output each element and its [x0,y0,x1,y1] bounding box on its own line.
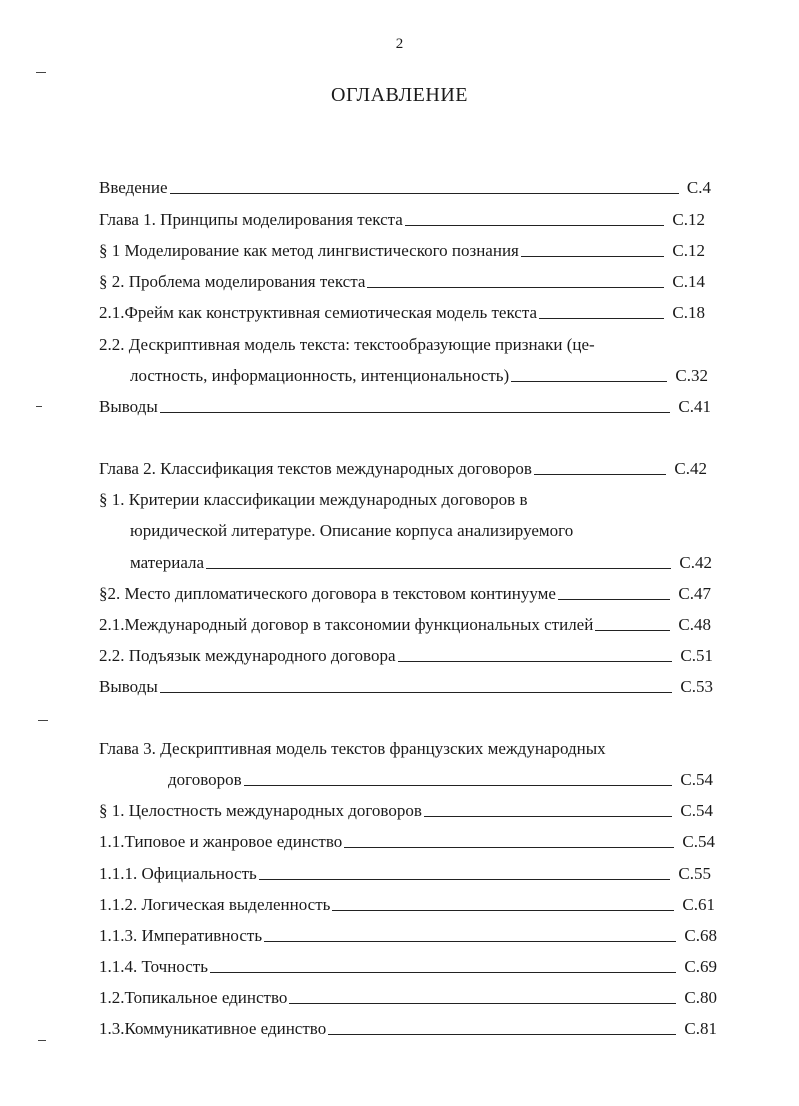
toc-entry-section[interactable] [99,584,711,604]
leader-line [558,599,670,600]
toc-entry-subsection[interactable] [99,988,717,1008]
toc-entry-page: С.54 [680,801,713,820]
toc-entry-page: С.80 [684,988,717,1007]
toc-entry-label: Выводы [99,677,158,696]
toc-entry-label: Глава 1. Принципы моделирования текста [99,210,403,229]
toc-entry-page: С.18 [672,303,705,322]
toc-entry-label: 1.1.1. Официальность [99,864,257,883]
toc-entry-page: С.54 [682,832,715,851]
leader-line [244,785,673,786]
toc-entry-section[interactable] [130,553,712,573]
toc-entry-subsection[interactable] [99,615,711,635]
toc-entry-label: 1.3.Коммуникативное единство [99,1019,327,1038]
toc-entry-page: С.14 [672,272,705,291]
toc-entry-label: 2.1.Фрейм как конструктивная семиотическая модель текста [99,303,538,322]
toc-entry-label: Выводы [99,397,158,416]
toc-entry-page: С.32 [675,366,708,385]
leader-line [424,816,673,817]
toc-entry-subsection[interactable] [99,832,715,852]
toc-entry-label: 1.1.3. Императивность [99,926,263,945]
toc-entry-subsection[interactable] [99,646,713,666]
leader-line [398,661,673,662]
leader-line [344,847,674,848]
toc-entry-page: С.69 [684,957,717,976]
toc-entry-label: 2.1.Международный договор в таксономии функциональных стилей [99,615,594,634]
toc-entry-introduction[interactable] [99,178,711,198]
toc-entry-page: С.48 [678,615,711,634]
leader-line [160,692,673,693]
leader-line [534,474,667,475]
toc-entry-page: С.47 [678,584,711,603]
toc-entry-label: 1.1.Типовое и жанровое единство [99,832,343,851]
toc-entry-label: Введение [99,178,168,197]
margin-mark [36,406,42,407]
toc-entry-page: С.61 [682,895,715,914]
toc-entry-section[interactable] [99,241,705,261]
page-title: ОГЛАВЛЕНИЕ [331,84,468,106]
toc-entry-label: договоров [168,770,242,789]
leader-line [289,1003,676,1004]
leader-line [595,630,670,631]
toc-entry-subsubsection[interactable] [99,864,711,884]
toc-entry-page: С.4 [686,178,711,197]
leader-line [328,1034,676,1035]
toc-entry-page: С.68 [684,926,717,945]
page-number: 2 [395,36,404,52]
toc-entry-label: 1.2.Топикальное единство [99,988,288,1007]
toc-entry-label: материала [130,553,205,572]
toc-entry-chapter-2[interactable] [99,459,707,479]
leader-line [539,318,664,319]
leader-line [521,256,665,257]
toc-entry-label: 2.2. Подъязык международного договора [99,646,396,665]
leader-line [160,412,671,413]
leader-line [259,879,671,880]
toc-entry-label: § 1. Целостность международных договоров [99,801,422,820]
toc-entry-label-line: § 1. Критерии классификации международных договоров в [99,490,528,509]
toc-entry-subsubsection[interactable] [99,895,715,915]
toc-entry-section[interactable] [99,801,713,821]
leader-line [264,941,676,942]
toc-entry-label-line: 2.2. Дескриптивная модель текста: текстообразующие признаки (це- [99,335,595,354]
toc-entry-page: С.54 [680,770,713,789]
margin-mark [38,720,48,721]
toc-entry-page: С.42 [674,459,707,478]
toc-entry-conclusions[interactable] [99,677,713,697]
toc-entry-subsubsection[interactable] [99,926,717,946]
toc-entry-chapter-1[interactable] [99,210,705,230]
toc-entry-subsubsection[interactable] [99,957,717,977]
toc-entry-page: С.81 [684,1019,717,1038]
toc-entry-page: С.53 [680,677,713,696]
toc-entry-chapter-3[interactable] [168,770,713,790]
margin-mark [38,1040,46,1041]
toc-entry-subsection[interactable] [130,366,708,386]
toc-entry-subsection[interactable] [99,1019,717,1039]
toc-entry-page: С.12 [672,241,705,260]
toc-entry-label: § 1 Моделирование как метод лингвистического познания [99,241,519,260]
toc-entry-page: С.12 [672,210,705,229]
leader-line [206,568,671,569]
leader-line [405,225,665,226]
toc-entry-section[interactable] [99,272,705,292]
toc-entry-label: лостность, информационность, интенциональность) [130,366,510,385]
leader-line [170,193,679,194]
margin-mark [36,72,46,73]
toc-entry-label: § 2. Проблема моделирования текста [99,272,366,291]
toc-entry-label: Глава 2. Классификация текстов международных договоров [99,459,532,478]
toc-entry-label: 1.1.4. Точность [99,957,208,976]
toc-entry-page: С.51 [680,646,713,665]
toc-entry-page: С.55 [678,864,711,883]
toc-entry-label-line: юридической литературе. Описание корпуса анализируемого [130,521,574,540]
toc-entry-page: С.41 [678,397,711,416]
toc-entry-conclusions[interactable] [99,397,711,417]
leader-line [332,910,674,911]
leader-line [511,381,667,382]
toc-entry-label-line: Глава 3. Дескриптивная модель текстов французских международных [99,739,606,758]
toc-entry-subsection[interactable] [99,303,705,323]
leader-line [367,287,664,288]
leader-line [210,972,676,973]
toc-entry-label: 1.1.2. Логическая выделенность [99,895,331,914]
toc-entry-label: §2. Место дипломатического договора в текстовом континууме [99,584,556,603]
toc-entry-page: С.42 [679,553,712,572]
